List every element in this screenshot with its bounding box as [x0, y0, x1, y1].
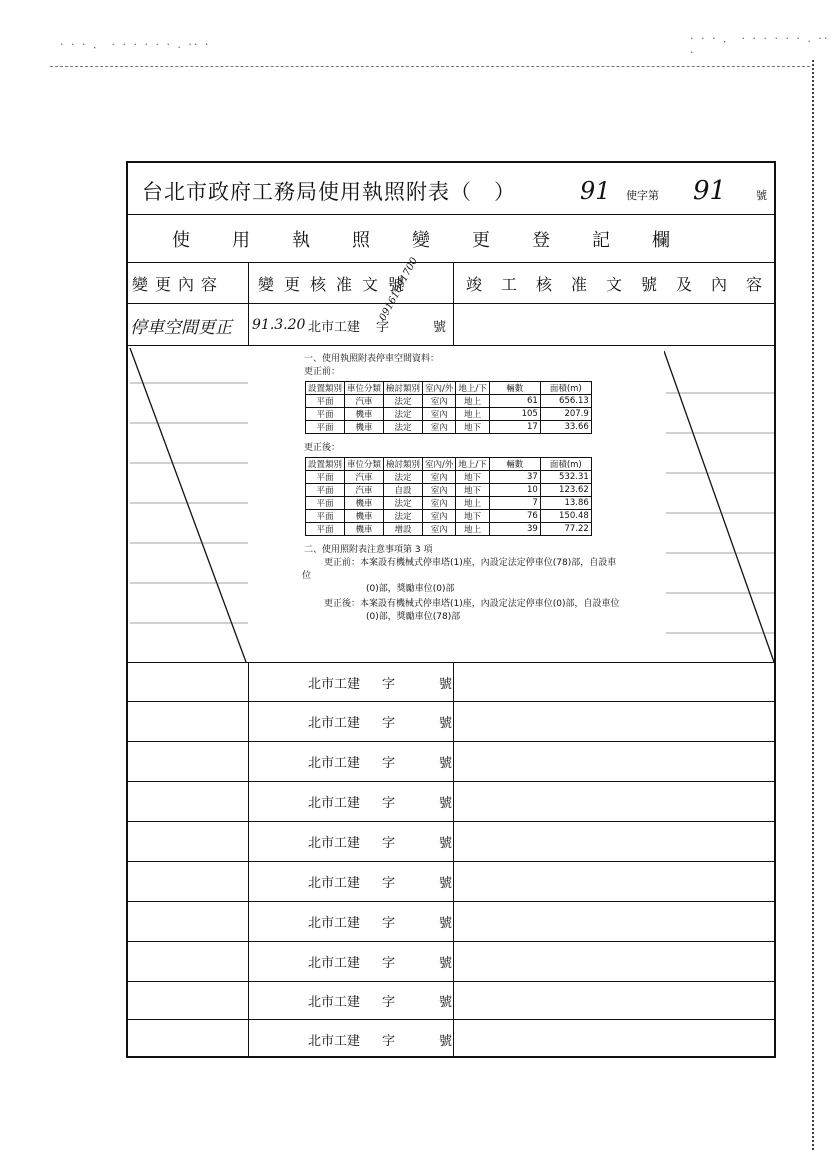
insert-section1-title: 一、使用執照附表停車空間資料： — [304, 354, 440, 364]
col-change-content: 變更內容 — [132, 274, 225, 294]
parking-insert — [304, 353, 664, 624]
table-row: 平面 汽車 法定 室內 地上 61 656.13 — [306, 395, 592, 408]
form-title: 台北市政府工務局使用執照附表（ ） — [142, 180, 516, 204]
first-entry-agency: 北市工建 — [308, 319, 361, 335]
col-completion: 竣工核准文號及內容 — [466, 274, 782, 294]
after-table — [305, 457, 592, 536]
before-note-2: 位 — [302, 571, 312, 581]
scan-rule — [50, 66, 810, 67]
license-number: 91 — [693, 176, 727, 206]
table-row: 平面 機車 增設 室內 地上 39 77.22 — [306, 523, 592, 536]
table-row: 平面 汽車 自設 室內 地下 10 123.62 — [306, 484, 592, 497]
license-form — [126, 161, 782, 1058]
first-entry-content: 停車空間更正 — [130, 317, 232, 338]
col-approval-no: 變更核准文號 — [258, 274, 415, 294]
table-header-row: 設置類別 車位分類 檢討類別 室內/外 地上/下 輛數 面積(m) — [306, 382, 592, 395]
before-note-1: 更正前：本案設有機械式停車塔(1)座，內設定法定停車位(78)部，自設車 — [324, 558, 617, 568]
before-table — [305, 381, 592, 434]
section-title-text: 使用執照變更登記欄 — [172, 230, 712, 251]
blank-entry-row: 北市工建 字 號 — [308, 796, 453, 811]
first-entry-word: 字 — [376, 319, 390, 335]
scan-noise-right: · · · ． · · · · · · . ·· · — [690, 32, 830, 59]
scan-noise: · · · ． · · · · · · . ·· · — [60, 38, 211, 51]
table-row: 平面 機車 法定 室內 地上 105 207.9 — [306, 408, 592, 421]
blank-entry-row: 北市工建 字 號 — [308, 756, 453, 771]
license-suffix: 號 — [756, 189, 767, 202]
before-note-3: (0)部，獎勵車位(0)部 — [366, 584, 455, 594]
after-note-2: (0)部，獎勵車位(78)部 — [366, 612, 461, 622]
blank-entry-row: 北市工建 字 號 — [308, 995, 453, 1010]
before-label: 更正前： — [304, 367, 341, 377]
table-row: 平面 機車 法定 室內 地下 76 150.48 — [306, 510, 592, 523]
after-note-1: 更正後：本案設有機械式停車塔(1)座，內設定法定停車位(0)部，自設車位 — [324, 599, 620, 609]
blank-entry-row: 北市工建 字 號 — [308, 677, 453, 692]
first-entry-date: 91.3.20 — [252, 317, 306, 333]
form-year: 91 — [580, 177, 611, 205]
table-header-row: 設置類別 車位分類 檢討類別 室內/外 地上/下 輛數 面積(m) — [306, 458, 592, 471]
table-row: 平面 機車 法定 室內 地上 7 13.86 — [306, 497, 592, 510]
table-row: 平面 汽車 法定 室內 地下 37 532.31 — [306, 471, 592, 484]
scan-edge — [812, 60, 814, 1150]
after-label: 更正後： — [304, 443, 341, 453]
first-entry-number: 09161091700 — [377, 255, 420, 323]
blank-entry-row: 北市工建 字 號 — [308, 1034, 453, 1049]
blank-entry-row: 北市工建 字 號 — [308, 956, 453, 971]
table-row: 平面 機車 法定 室內 地下 17 33.66 — [306, 421, 592, 434]
insert-section2-title: 二、使用照附表注意事項第 3 項 — [304, 545, 433, 555]
blank-entry-row: 北市工建 字 號 — [308, 916, 453, 931]
license-word: 使字第 — [626, 189, 659, 202]
blank-entry-row: 北市工建 字 號 — [308, 876, 453, 891]
first-entry-suffix: 號 — [433, 319, 447, 335]
blank-entry-row: 北市工建 字 號 — [308, 836, 453, 851]
blank-entry-row: 北市工建 字 號 — [308, 716, 453, 731]
